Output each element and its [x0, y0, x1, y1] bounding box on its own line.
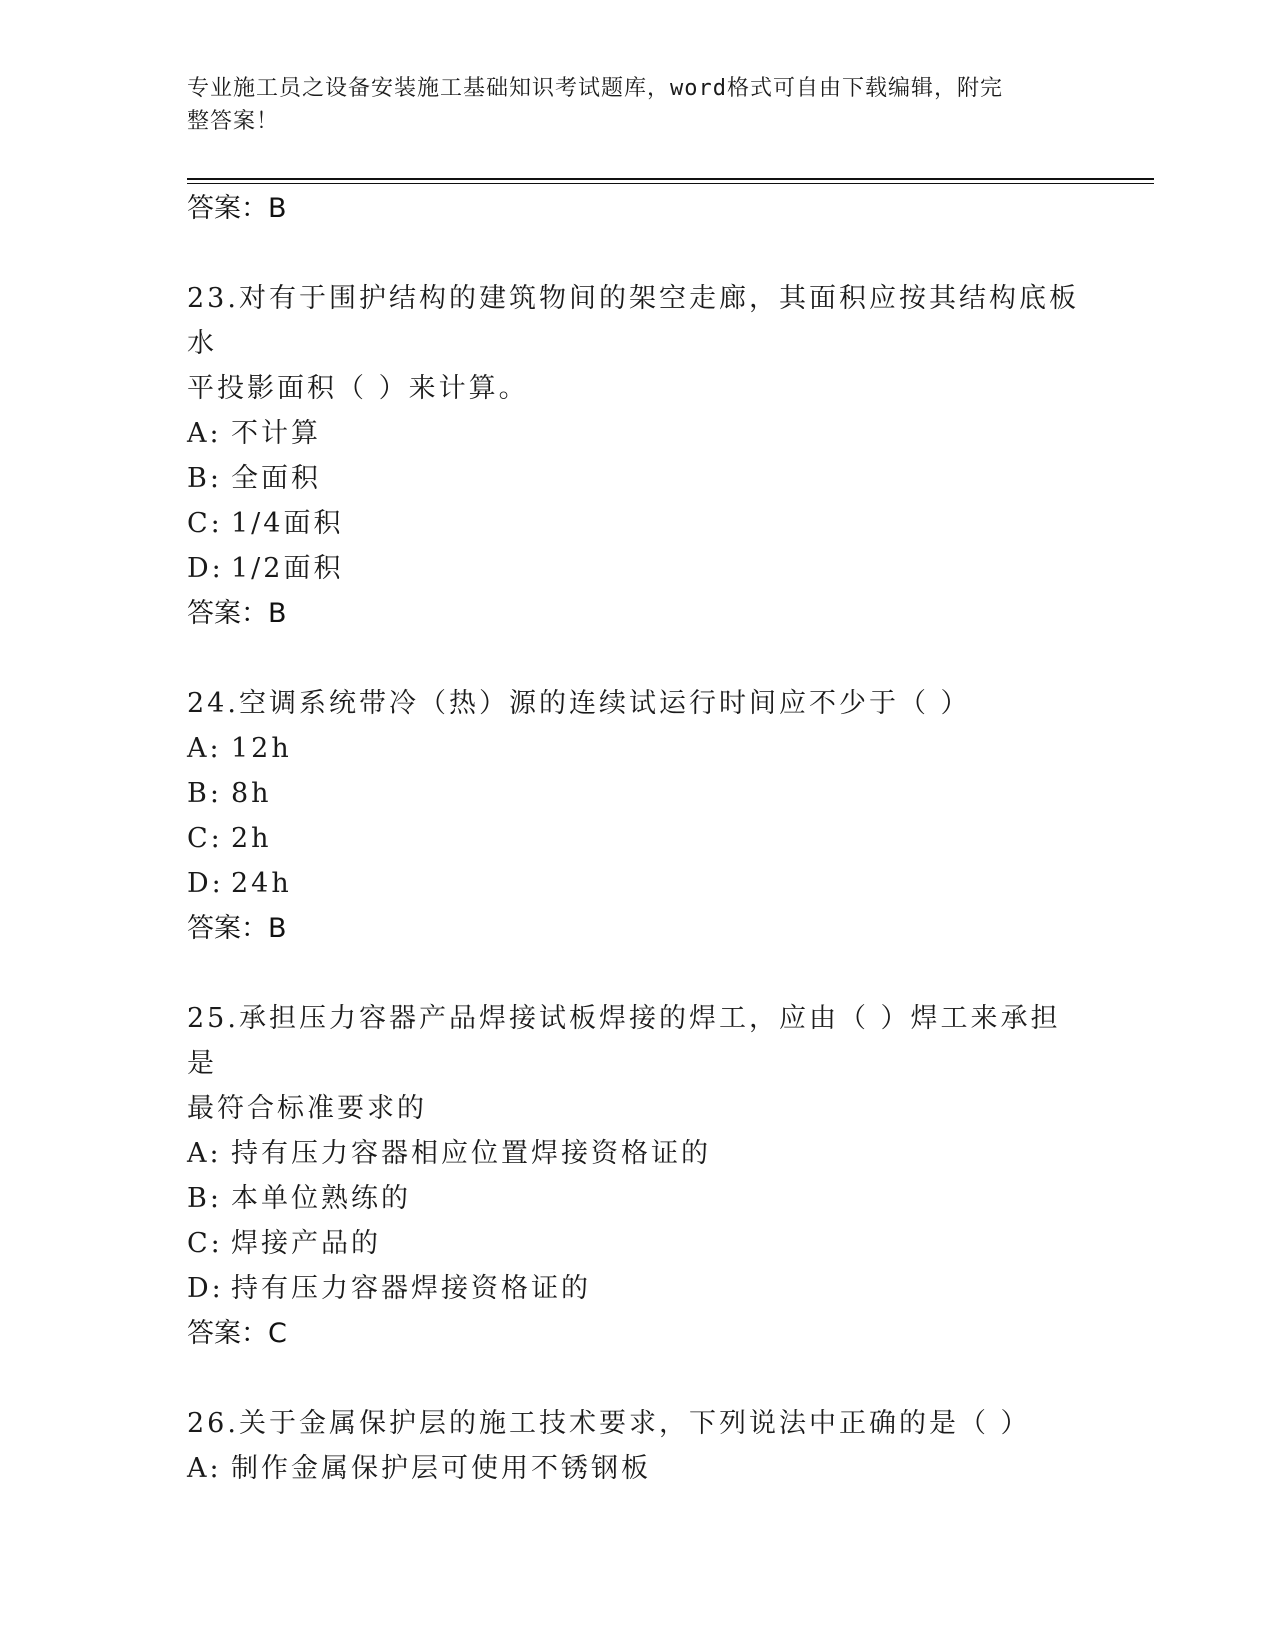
option-letter: B:	[187, 1183, 222, 1214]
option-c	[187, 816, 1087, 861]
header-line-2: 整答案！	[187, 109, 280, 134]
option-text: 12h	[231, 733, 292, 764]
header-line-1: 专业施工员之设备安装施工基础知识考试题库，word格式可自由下载编辑，附完	[187, 76, 1003, 101]
option-a	[187, 726, 1087, 771]
answer-23: 答案：B	[187, 598, 287, 629]
option-text: 不计算	[231, 418, 321, 449]
option-letter: C:	[187, 1228, 223, 1259]
option-letter: D:	[187, 868, 224, 899]
option-letter: D:	[187, 1273, 224, 1304]
header-rule-thin	[187, 183, 1154, 184]
option-letter: A:	[187, 1453, 222, 1484]
option-letter: B:	[187, 463, 222, 494]
option-letter: B:	[187, 778, 222, 809]
question-text-line-1: 26.关于金属保护层的施工技术要求，下列说法中正确的是（ ）	[187, 1408, 1031, 1439]
option-a	[187, 1131, 1087, 1176]
option-letter: D:	[187, 553, 224, 584]
option-text: 全面积	[231, 463, 321, 494]
answer-24: 答案：B	[187, 913, 287, 944]
option-a	[187, 411, 1087, 456]
answer-22: 答案：B	[187, 193, 287, 224]
answer-25: 答案：C	[187, 1318, 287, 1349]
option-text: 8h	[231, 778, 272, 809]
question-text-line-1: 24.空调系统带冷（热）源的连续试运行时间应不少于（ ）	[187, 688, 971, 719]
question-25	[187, 996, 1087, 1357]
question-23	[187, 276, 1087, 637]
option-b	[187, 1176, 1087, 1221]
header-rule-thick	[187, 178, 1154, 180]
question-24	[187, 681, 1087, 952]
option-d	[187, 1266, 1087, 1311]
option-d	[187, 861, 1087, 906]
question-text-line-2: 平投影面积（ ）来计算。	[187, 373, 529, 404]
option-letter: A:	[187, 733, 222, 764]
option-text: 1/2面积	[231, 553, 344, 584]
option-text: 焊接产品的	[231, 1228, 381, 1259]
option-letter: C:	[187, 823, 223, 854]
question-text-line-2: 最符合标准要求的	[187, 1093, 427, 1124]
option-text: 1/4面积	[231, 508, 344, 539]
option-letter: A:	[187, 1138, 222, 1169]
option-c	[187, 501, 1087, 546]
option-text: 24h	[231, 868, 292, 899]
option-text: 持有压力容器相应位置焊接资格证的	[231, 1138, 711, 1169]
option-b	[187, 456, 1087, 501]
option-text: 持有压力容器焊接资格证的	[231, 1273, 591, 1304]
option-letter: A:	[187, 418, 222, 449]
document-body	[187, 186, 1087, 1491]
option-c	[187, 1221, 1087, 1266]
option-text: 制作金属保护层可使用不锈钢板	[231, 1453, 651, 1484]
option-letter: C:	[187, 508, 223, 539]
option-text: 2h	[231, 823, 272, 854]
document-header	[187, 72, 1067, 138]
question-26	[187, 1401, 1087, 1491]
option-a	[187, 1446, 1087, 1491]
option-b	[187, 771, 1087, 816]
option-text: 本单位熟练的	[231, 1183, 411, 1214]
question-text-line-1: 23.对有于围护结构的建筑物间的架空走廊，其面积应按其结构底板水	[187, 283, 1079, 359]
question-text-line-1: 25.承担压力容器产品焊接试板焊接的焊工，应由（ ）焊工来承担是	[187, 1003, 1061, 1079]
option-d	[187, 546, 1087, 591]
